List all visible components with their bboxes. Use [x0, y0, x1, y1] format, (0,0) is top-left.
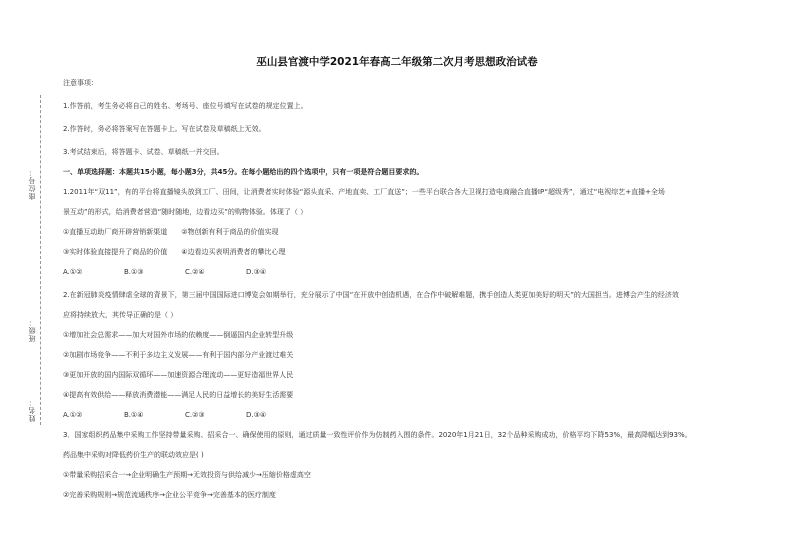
q2-option-4: ④提高有效供给——释放消费潜能——满足人民的日益增长的美好生活需要 [63, 391, 294, 399]
q3-option-1: ①带量采购招采合一→企业明确生产预期→无效投资与供给减少→压缩价格虚高空 [63, 471, 311, 479]
exam-title: 巫山县官渡中学2021年春高二年级第二次月考思想政治试卷 [256, 56, 538, 68]
q3-stem-line-1: 3．国家组织药品集中采购工作坚持带量采购、招采合一、确保使用的原则，通过质量一致性评价作为仿制药入围的条件。2020年1月21日，32个品种采购成功，价格平均下降53%，最高降幅达到93%。 [63, 431, 692, 439]
section-one-heading: 一、单项选择题：本题共15小题，每小题3分，共45分。在每小题给出的四个选项中，只有一项是符合题目要求的。 [63, 168, 424, 176]
q2-choice-c: C.②③ [185, 411, 205, 419]
exam-content [63, 78, 735, 501]
q1-choice-d: D.③④ [246, 268, 267, 276]
name-label: 姓名： [28, 398, 36, 422]
q1-choice-a: A.①② [63, 268, 83, 276]
q1-options-row-2: ③实时体验直接提升了商品的价值 ④边看边买表明消费者的攀比心理 [63, 248, 286, 256]
q2-choices [63, 410, 735, 421]
q1-choice-c: C.②④ [185, 268, 205, 276]
seat-number-label: 座位号： [28, 168, 36, 200]
q2-choice-d: D.③④ [246, 411, 267, 419]
q2-option-3: ③更加开放的国内国际双循环——加速资源合理流动——更好造福世界人民 [63, 371, 294, 379]
q2-choice-b: B.①④ [124, 411, 144, 419]
q1-stem-line-1: 1.2011年“双11”，有的平台将直播镜头放到工厂、田间，让消费者实时体验“源头直采、产地直卖、工厂直送”；一些平台联合各大卫视打造电商融合直播IP“超级秀”，通过“电视综艺+直播+全场 [63, 188, 665, 196]
q2-option-2: ②加剧市场竞争——不利于多边主义发展——有利于国内部分产业渡过难关 [63, 351, 294, 359]
q1-choices [63, 267, 735, 278]
q1-options-row-1: ①直播互动助厂商开辟营销新渠道 ②物创新有利于商品的价值实现 [63, 228, 279, 236]
q3-stem-line-2: 药品集中采购对降低药价生产的联动效应是( ) [63, 451, 204, 459]
notice-heading: 注意事项： [63, 79, 98, 87]
q1-stem-line-2: 景互动”的形式，给消费者营造“随时随地，边看边买”的购物体验。体现了（ ） [63, 208, 308, 216]
q3-option-2: ②完善采购规则→规范流通秩序→企业公平竞争→完善基本的医疗制度 [63, 491, 276, 499]
q2-stem-line-1: 2.在新冠肺炎疫情肆虐全球的背景下，第三届中国国际进口博览会如期举行，充分展示了中国“在开放中创造机遇，在合作中破解难题，携手创造人类更加美好的明天”的大国担当。进博会产生的经济效 [63, 291, 679, 299]
q2-stem-line-2: 应将持续放大，其传导正确的是（ ） [63, 311, 178, 319]
notice-item-2: 2.作答时，务必将答案写在答题卡上。写在试卷及草稿纸上无效。 [63, 125, 266, 133]
binding-dashed-line [40, 95, 41, 425]
q1-choice-b: B.①③ [124, 268, 144, 276]
notice-item-1: 1.作答前，考生务必将自己的姓名、考场号、座位号填写在试卷的规定位置上。 [63, 102, 308, 110]
q2-option-1: ①增加社会总需求——加大对国外市场的依赖度——倒逼国内企业转型升级 [63, 331, 294, 339]
class-label: 班级： [28, 318, 36, 342]
q2-choice-a: A.①② [63, 411, 83, 419]
notice-item-3: 3.考试结束后，将答题卡、试卷、草稿纸一并交回。 [63, 148, 224, 156]
